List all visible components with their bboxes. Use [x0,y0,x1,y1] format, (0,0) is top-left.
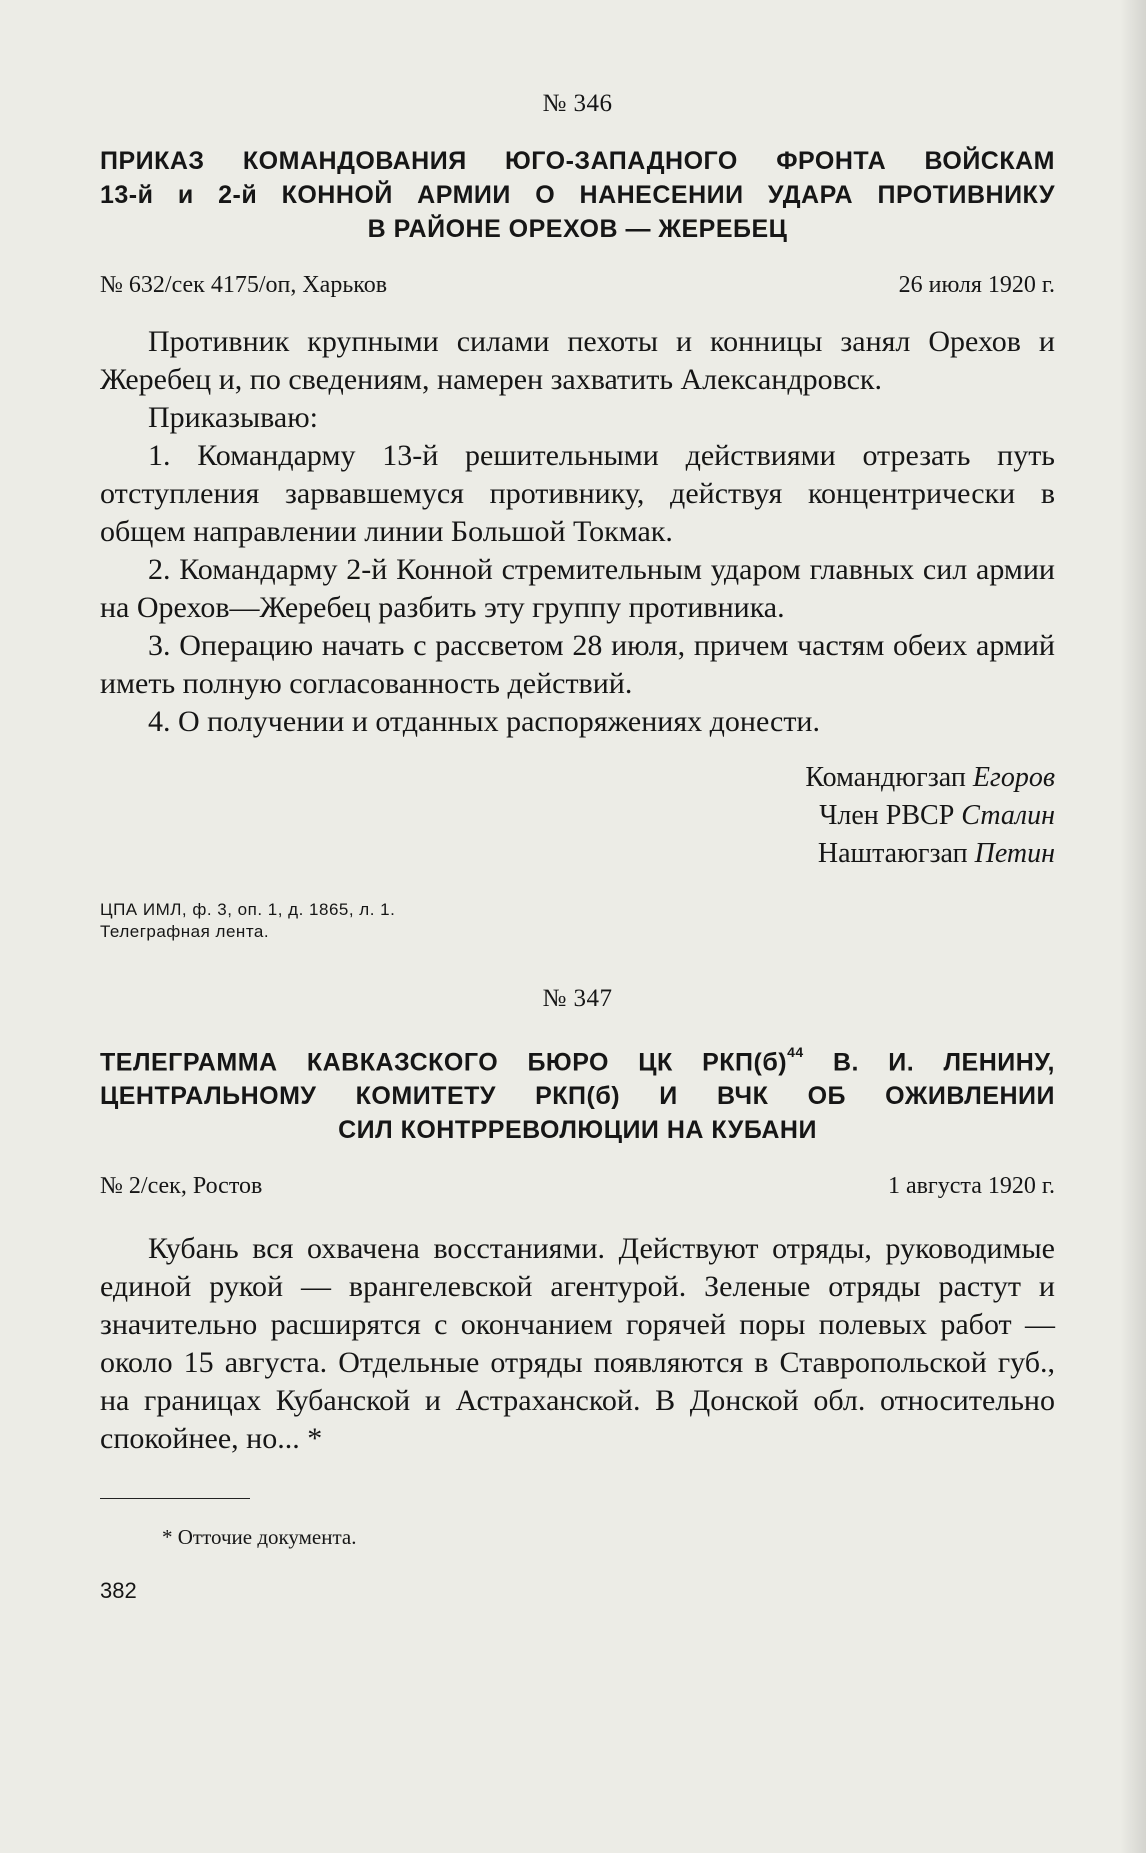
archive-reference [100,899,1055,943]
endnote-marker: 44 [787,1044,804,1060]
footnote-divider [100,1498,250,1499]
page-content [100,90,1055,1604]
signature-line [100,797,1055,835]
document-date: 1 августа 1920 г. [887,1173,1055,1200]
document-date: 26 июля 1920 г. [898,272,1055,298]
title-line: В РАЙОНЕ ОРЕХОВ — ЖЕРЕБЕЦ [367,215,788,243]
order-item: 4. О получении и отданных распоряжениях донести. [148,705,820,738]
title-line: ЦЕНТРАЛЬНОМУ КОМИТЕТУ РКП(б) И ВЧК ОБ ОЖИВЛЕНИИ [100,1082,1055,1111]
paragraph: Кубань вся охвачена восстаниями. Действуют отряды, руководимые единой рукой — врангелевской агентурой. Зеленые отряды растут и значительно расширятся с окончанием горячей поры полевых работ — около 15 августа. Отдельные отряды появляются в Ставропольской губ., на границах Кубанской и Астраханской. В Донской обл. относительно спокойнее, но... * [100,1232,1055,1456]
page-number: 382 [100,1578,137,1604]
paragraph: Противник крупными силами пехоты и конницы занял Орехов и Жеребец и, по сведениям, намерен захватить Александровск. [100,325,1055,396]
archive-line: Телеграфная лента. [100,922,270,941]
order-item: 2. Командарму 2-й Конной стремительным ударом главных сил армии на Орехов—Жеребец разбить эту группу противника. [100,553,1055,624]
document-body [100,1230,1055,1458]
signature-role: Командюгзап [805,762,966,793]
signature-role: Член РВСР [819,800,955,831]
signature-name: Егоров [972,762,1055,793]
document-meta [100,272,1055,299]
title-line: 13-й и 2-й КОННОЙ АРМИИ О НАНЕСЕНИИ УДАРА ПРОТИВНИКУ [100,181,1055,209]
document-347 [100,985,1055,1458]
title-line: ПРИКАЗ КОМАНДОВАНИЯ ЮГО-ЗАПАДНОГО ФРОНТА ВОЙСКАМ [100,147,1055,175]
signature-line [100,835,1055,873]
document-meta [100,1173,1055,1200]
title-line [100,1039,1055,1079]
document-body [100,323,1055,741]
signature-line [100,759,1055,797]
document-title [100,144,1055,246]
paragraph: Приказываю: [148,401,318,434]
document-346 [100,90,1055,943]
footnote: * Отточие документа. [162,1525,357,1550]
document-title [100,1039,1055,1147]
title-line: СИЛ КОНТРРЕВОЛЮЦИИ НА КУБАНИ [338,1116,817,1145]
title-text: ТЕЛЕГРАММА КАВКАЗСКОГО БЮРО ЦК РКП(б) [100,1048,788,1077]
document-number: № 346 [542,90,613,117]
signature-name: Петин [974,838,1055,869]
document-number: № 347 [542,985,613,1012]
document-reference: № 632/сек 4175/оп, Харьков [100,272,388,298]
signature-role: Наштаюгзап [817,838,968,869]
archive-line: ЦПА ИМЛ, ф. 3, оп. 1, д. 1865, л. 1. [100,900,396,919]
order-item: 3. Операцию начать с рассветом 28 июля, причем частям обеих армий иметь полную согласованность действий. [100,629,1055,700]
title-text: В. И. ЛЕНИНУ, [833,1048,1055,1077]
document-reference: № 2/сек, Ростов [100,1173,263,1200]
signatures [100,759,1055,873]
order-item: 1. Командарму 13-й решительными действиями отрезать путь отступления зарвавшемуся противнику, действуя концентрически в общем направлении линии Большой Токмак. [100,439,1055,548]
signature-name: Сталин [961,800,1055,831]
